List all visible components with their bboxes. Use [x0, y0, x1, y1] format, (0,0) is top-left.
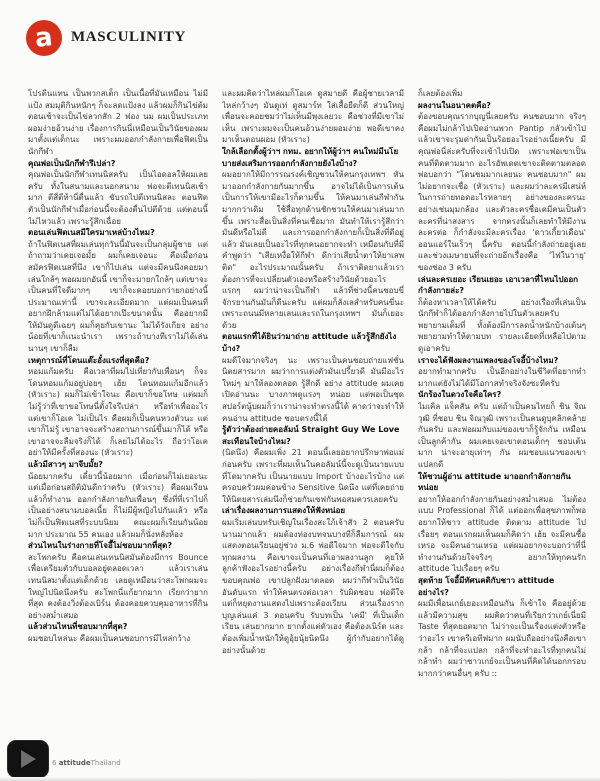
interview-question: ใกล้เลือกตั้งผู้ว่าฯ กทม. อยากให้ผู้ว่าฯ คนใหม่มีนโยบายส่งเสริมการออกกำลังกายยังไงบ้าง? — [222, 146, 399, 168]
interview-question: ตอนแรกที่ได้ยินว่ามาถ่าย attitude แล้วรู้สึกยังไงบ้าง? — [222, 332, 397, 354]
logo-letter: a — [33, 22, 55, 54]
paragraph: คุณพ่อเป็นนักกีฬาเทนนิสครับ เป็นไอดอลให้ผมเลยครับ ทั้งในสนามและนอกสนาม พ่อจะตีเทนนิสเช้ามาก ตีสี่ตีห้านี่ตื่นแล้ว ขับรถไปตีเทนนิสละ ตอนฟิตตัวเป็นนักกีฬาเมื่อก่อนนี้จะต้องตื่นไปตีด้วย แต่ตอนนี้ไม่ไหวแล้ว เพราะรู้สึกเฉื่อย — [28, 170, 208, 226]
interview-question: เหตุการณ์ที่โดนแต๊ะอั๋งแรงที่สุดคือ? — [28, 355, 150, 365]
paragraph: หอมแก้มครับ คือเวลาที่ผมไปเที่ยวกับเพื่อนๆ ก็จะโดนหอมแก้มอยู่บ่อยๆ เฮ้ย โดนหอมแก้มอีกแล้ว (หัวเราะ) ผมก็ไม่เข้าใจนะ คือเขาก็ขอโทษ แต่ผมก็ไม่รู้ว่าที่เขาขอโทษนี่ตั้งใจรึเปล่า หรือทำเพื่ออะไร แต่เขาก็โอเค ไม่เป็นไร คือผมก็เป็นคนหวงตัวนะ แต่เขาก็ไม่รู้ เขาอาจจะสร้างสถานการณ์ขึ้นมาก็ได้ หรือเขาอาจจะลืมจริงก็ได้ ก็เลยไม่ได้อะไร ถือว่าโอเค อย่าให้มีครั้งที่สองนะ (หัวเราะ) — [28, 367, 208, 458]
interview-question: ส่วนไหนในร่างกายที่โจอี้ไม่ชอบมากที่สุด? — [28, 541, 172, 551]
text-column-2 — [222, 88, 404, 760]
folio-line — [52, 758, 121, 777]
paragraph: น้อยมากครับ เดี๋ยวนี้น้อยมาก เมื่อก่อนก็ไม่เยอะนะ แต่เมื่อก่อนสถิติมันดีกว่าครับ (หัวเราะ) คือผมเรียนแล้วก็ทำงาน ออกกำลังกายกับเพื่อนๆ ซึ่งที่ที่เราไปก็เป็นอย่างสนามบอลเนี้ย ก็ไม่มีผู้หญิงไปกันแล้ว หรือไม่ก็เป็นฟิตเนสที่ระบบนิยม คณะผมก็เรียนกันน้อยมาก ประมาณ 55 คนเอง แล้วผมก็นั่งหลังห้อง — [28, 471, 208, 539]
paragraph: ถ้าในฟิตเนสที่ผมเล่นทุกวันนี้มันจะเป็นกลุ่มผู้ชาย แต่ถ้าถามว่าเคยเจอมั้ย ผมก็เคยเจอนะ คือเมื่อก่อนสมัครฟิตเนสที่นึง เขาก็ไปเล่น แต่จะมีคนนึงคอยมาเล่นใกล้ๆ พอผมยกอันนี้ เขาก็จะมายกใกล้ๆ แต่เขาจะเป็นคนที่ใจดีมากๆ เขาก็จะคอยบอกว่ายกอย่างนี้ ประมาณเท่านี้ เขาจะละเอียดมาก แต่ผมเป็นคนที่อยากฝึกล้ามแต่ไม่ได้อยากเป๊ะขนาดนั้น คืออยากมีให้มันดูดีเฉยๆ ผมก็คุยกับเขานะ ไม่ได้รังเกียจ อย่างน้อยที่เขาก็แนะนำเรา เพราะถ้าบางทีเราไม่ได้เล่นนานๆ เขาก็ลืม — [28, 239, 208, 354]
paragraph: ผมชอบไหล่นะ คือผมเป็นคนชอบการมีไหล่กว้าง — [28, 633, 191, 643]
paragraph: อยากทำมากครับ เป็นอีกอย่างในชีวิตที่อยากทำมากแต่ยังไม่ได้มีโอกาสทำจริงจังซะทีครับ — [418, 367, 586, 388]
paragraph: ผมมีเพื่อนเกย์เยอะเหมือนกัน ก็เข้าใจ คืออยู่ด้วยแล้วมีความสุข ผมคิดว่าคนที่เรียกว่าเกย์เนี่ยมี Taste ที่สุดยอดมาก ไม่ว่าจะเป็นเรื่องแต่งตัวหรือว่าอะไร เขาครีเอทีฟมาก ผมนับถืออย่างนึงคือเขากล้า กล้าที่จะแปลก กล้าที่จะทำอะไรที่ทุกคนไม่กล้าทำ ผมว่าชาวเกย์จะเป็นคนที่คิดได้นอกกรอบมากกว่าคนอื่นๆ ครับ :: — [418, 599, 586, 678]
interview-question: นักร้องในดวงใจคือใคร? — [418, 390, 502, 400]
page-header — [26, 20, 186, 56]
paragraph: ก็ต้องหาเวลาให้ได้ครับ อย่างเรื่องที่เล่นเป็นนักกีฬาก็ได้ออกกำลังกายไปในตัวเลยครับ พยายามเต็มที่ ทั้งต้องมีการลดน้ำหนักบ้างเต้นๆ พยายามทำให้ตามบท รายละเอียดที่เหลือไปตามดูเอาครับ — [418, 297, 586, 354]
paragraph: สะโพกครับ คือคนเล่นเทนนิสมันต้องมีการ Bounce เพื่อเตรียมตัวกับบอลอยู่ตลอดเวลา แล้วเราเล่นเทนนิสมาตั้งแต่เด็กด้วย เลยดูเหมือนว่าสะโพกผมจะใหญ่ไปนิดนึงครับ สะโพกนี่แก้ยากมาก เรียกว่ายากที่สุด คงต้องวิ่งต้องเบิร์น ต้องคอยควบคุมอาหารที่กินอย่างสม่ำเสมอ — [28, 552, 208, 620]
paragraph: ต้องขอบคุณรากบุญนี่เลยครับ คนชอบมาก จริงๆ คือผมไม่กล้าไปเปิดอ่านพวก Pantip กลัวเข้าไปแล้วเขาจะรุมด่ากันเป็นร้อยอะไรอย่างเนี้ยครับ มีคุณพ่อนี่ล่ะครับที่จะเข้าไปเปิด เพราะพ่อเขาเป็นคนที่ติดตามมาก อะไรอัพเดตเขาจะติดตามตลอด พ่อบอกว่า "โดนชมมากเลยนะ คนชอบมาก" ผมไม่อยากจะเชื่อ (หัวเราะ) และผมว่าละครมีเสน่ห์ในการถ่ายทอดอะไรหลายๆ อย่างของละครนะ อย่างเช่นมุมกล้อง และตัวละครชื่อเคมีคนเป็นตัวละครที่น่าสงสาร จากตรงนั้นก็เลยทำให้มีงานละครต่อ ก็กำลังจะมีละครเรื่อง 'ดาวเกี้ยวเดือน' ออนแอร์ในเร็วๆ นี้ครับ ตอนนี้กำลังถ่ายอยู่เลย และช่วงเมษายนที่จะถ่ายอีกเรื่องคือ 'ไฟในวายุ' ของช่อง 3 ครับ — [418, 112, 586, 272]
article-body — [28, 88, 586, 760]
interview-question: แล้วมีสาวๆ มาจีบมั้ย? — [28, 460, 103, 469]
interview-question: ตอนเล่นฟิตเนสมีใครมาเหล่บ้างไหม? — [28, 228, 155, 238]
page-footer — [8, 741, 121, 777]
interview-question: ผลงานในอนาคตคือ? — [418, 100, 491, 110]
interview-question: รู้ตัวว่าต้องถ่ายคอลัมน์ Straight Guy We Love สะเทือนใจบ้างไหม? — [222, 425, 400, 446]
interview-question: เล่นละครเยอะ เรียนเยอะ เอาเวลาที่ไหนไปออกกำลังกายล่ะ? — [418, 274, 579, 296]
paragraph: ผมดีใจมากจริงๆ นะ เพราะเป็นคนชอบถ่ายแฟชั่นนิตยสารมาก ผมว่าการแต่งตัวมันเปรี้ยวดี มันมีอะไรใหม่ๆ มาให้ลองตลอด รู้สึกดี อย่าง attitude ผมเคยเปิดอ่านนะ บางภาพดูแรงๆ หน่อย แต่พอเป็นชุดสปอร์ตนู้บผมก็ว่าเราน่าจะทำตรงนี้ได้ คาดว่าจะทำให้คนอ่าน attitude ชอบตรงนี้ได้ — [222, 355, 404, 423]
section-title: MASCULINITY — [71, 29, 186, 46]
interview-question: เราจะได้ฟังผลงานเพลงของโจอี้บ้างไหม? — [418, 355, 559, 365]
magazine-country: Thailand — [90, 759, 121, 767]
text-column-3 — [418, 88, 586, 760]
interview-question: แล้วส่วนไหนที่ชอบมากที่สุด? — [28, 622, 128, 632]
magazine-name: attitude — [58, 759, 91, 767]
paragraph: ก็เลยต้องเพิ่ม — [418, 89, 463, 98]
paragraph: ผมเริ่มเล่นบทรับเชิญในเรื่องสะใภ้เจ้าสัว 2 ตอนครับ นานมากแล้ว ผมต้องท่องบทจนบางทีก็ลืมการณ์ ผมแสดงตอนเรียนอยู่ช่วง ม.6 พ่อดีใจมาก พ่อจะดีใจกับทุกผลงาน คือเขาจะเป็นคนที่เอาผลงานลูก คุยให้ลูกค้าฟังอะไรอย่างนี้ครับ อย่างเรื่องกีฬานี่ผมก็ต้องขอบคุณพ่อ เขาปลูกฝังมาตลอด ผมว่ากีฬาเป็นวินัยอันดับแรก ทำให้คนตรงต่อเวลา รับผิดชอบ พ่อดีใจ แต่ก็หยุดงานแสดงไปเพราะต้องเรียน ส่วนเรื่องรากบุญเล่นแค่ 3 ตอนครับ รับบทเป็น 'เคมี' ที่เป็นเด็กเรียน เล่นยากมาก ยากตั้งแต่ตัวเอง คือต้องเนิร์ด และต้องเพิ่มน้ำหนักให้ดูอุ้ยนุ้ยนิดนึง ผู้กำกับอยากได้ดูอย่างนั้นด้วย — [222, 517, 404, 655]
interview-question: สุดท้าย โจอี้มีทัศนคติกับชาว attitude อย่างไร? — [418, 575, 555, 597]
paragraph: อยากให้ออกกำลังกายกันอย่างสม่ำเสมอ ไม่ต้องแบบ Professional ก็ได้ แต่ออกเพื่อสุขภาพก็พอ อยากให้ชาว attitude ติดตาม attitude ไปเรื่อยๆ ตอนแรกผมเห็นผมก็คิดว่า เฮ้ย จะมีคนซื้อเหรอ จะมีคนอ่านเหรอ แต่ผมอยากจะบอกว่าที่นี่ทำงานกันด้วยใจจริงๆ อยากให้ทุกคนรัก attitude ไปเรื่อยๆ ครับ — [418, 494, 586, 574]
attitude-logo-icon — [26, 20, 62, 56]
page-bottom-edge — [0, 777, 600, 781]
paragraph: ไมเคิล แจ็คสัน ครับ แต่ถ้าเป็นคนไทยก็ ชิน จิณวุฒิ ที่ชอบ ชิน จิณวุฒิ เพราะเป็นคนดูบุคลิกคล้ายกันครับ และพ่อผมกับแม่ของเขาก็รู้จักกัน เหมือนเป็นลูกค้ากัน ผมเคยเจอเขาตอนเด็กๆ ชอบเต้นมาก น่าจะอายุเท่าๆ กัน ผมชอบแนวของเขา แปลกดี — [418, 402, 586, 469]
text-column-1 — [28, 88, 208, 760]
interview-question: คุณพ่อเป็นนักกีฬารึเปล่า? — [28, 158, 116, 168]
play-triangle-icon — [21, 750, 36, 768]
play-icon[interactable] — [8, 741, 48, 777]
paragraph: โปรตีนแทน เป็นพวกสเต็ก เป็นเนื้อที่มันเหมือน ไม่มีแป้ง สมมุติกินหนักๆ ก็จะลดแป้งลง แล้วผมก็กินไข่ต้ม ตอนเช้าจะเป็นไข่ลวกสัก 2 ฟอง นม ผมเป็นประเภทผอมง่ายอ้วนง่าย เรื่องการกินนี่เหมือนเป็นวินัยของผมมาตั้งแต่เด็กนะ เพราะผมออกกำลังกายเพื่อฟิตเป็นนักกีฬา — [28, 89, 208, 156]
paragraph: (นิดนึง) คือผมเพิ่ง 21 ตอนนี้เลยอยากปรึกษาพ่อแม่ก่อนครับ เพราะที่ผมเห็นในคอลัมน์นี้จะดูเป็นนายแบบที่โตมากครับ เป็นนายแบบ Import บ้างอะไรบ้าง แต่ครอบครัวผมค่อนข้าง Sensitive นิดนึง แต่ที่เคยถ่ายให้นิตยสารเล่มนึงก็ช่วยกันเซฟกันพอสมควรเลยครับ — [222, 448, 404, 504]
paragraph: และผมคิดว่าไหล่ผมก็โอเค ดูสมายดี คือผู้ชายเวลามีไหล่กว้างๆ มันดูเท่ ดูสมาร์ท ใส่เสื้อยืดก็ดี ส่วนใหญ่เพื่อนจะคอยชมว่าไม่เห็นมีพุงเลยวะ คือช่วงที่มีเขาไม่เห็น เพราะผมจะเป็นคนอ้วนง่ายผอมง่าย พอดีเขาคงมาเห็นตอนผอม (หัวเราะ) — [222, 89, 404, 145]
interview-question: เล่าเรื่องผลงานการแสดงให้ฟังหน่อย — [222, 506, 346, 516]
interview-question: ให้ชวนผู้อ่าน attitude มาออกกำลังกายกันหน่อย — [418, 471, 571, 493]
page-number: 6 — [52, 759, 57, 767]
paragraph: ผมอยากให้มีการรณรงค์เชิญชวนให้คนกรุงเทพฯ หันมาออกกำลังกายกันมากขึ้น อาจไม่ได้เป็นการเต้น เป็นการให้เขามีอะไรก็ตามขึ้น ให้คนมาเล่นกีฬากันมากกว่าเดิม ใช้สื่อทุกด้านชักชวนให้คนมาเล่นมากขึ้น เพราะสื่อเป็นสิ่งที่คนเชื่อมาก มันทำให้เรารู้สึกว่ามันดีหรือไม่ดี และการออกกำลังกายก็เป็นสิ่งที่ดีอยู่แล้ว มันเลยเป็นอะไรที่ทุกคนอยากจะทำ เหมือนกับที่มีคำพูดว่า "เสียเหงื่อให้กีฬา ดีกว่าเสียน้ำตาให้ยาเสพติด" อะไรประมาณนั้นครับ ถ้าเราติดยาแล้วเราต้องการที่จะเปลี่ยนตัวเองหรือสร้างวินัยด้วยอะไร แรกๆ ผมว่าน่าจะเป็นกีฬา แล้วที่ช่วงนี้คนชอบขี่จักรยานกันมันก็ดีนะครับ แต่ผมก็ลังเลสำหรับคนขี่นะ เพราะถนนมีหลายเลนและรถในกรุงเทพฯ มันก็เยอะด้วย — [222, 170, 404, 330]
